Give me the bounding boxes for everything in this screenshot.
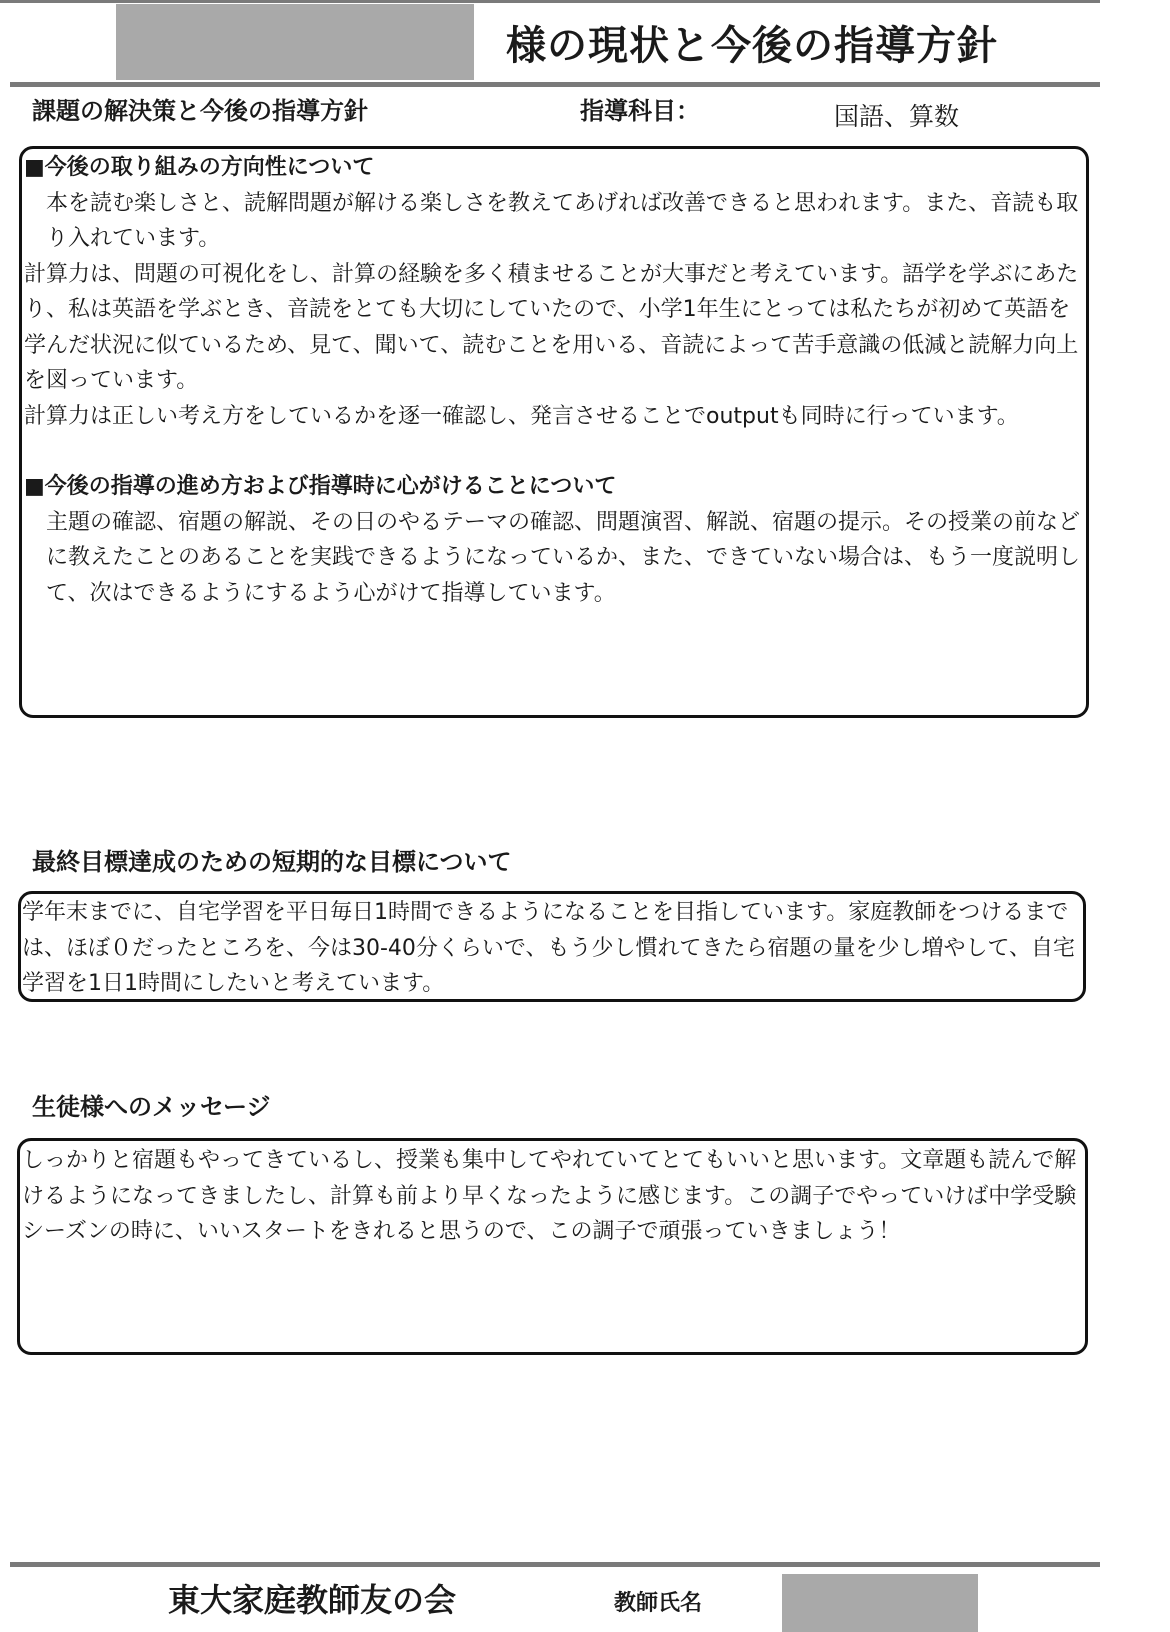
teacher-name-redaction — [782, 1574, 978, 1632]
teacher-name-label: 教師氏名 — [614, 1591, 703, 1616]
footer-rule — [10, 1562, 1100, 1567]
header-rule — [10, 82, 1100, 87]
direction-paragraph-2: 計算力は、問題の可視化をし、計算の経験を多く積ませることが大事だと考えています。語学を学ぶにあたり、私は英語を学ぶとき、音読をとても大切にしていたので、小学1年生にとっては私たちが初めて英語を学んだ状況に似ているため、見て、聞いて、読むことを用いる、音読によって苦手意識の低減と読解力向上を図っています。 — [24, 261, 1079, 393]
method-heading: ■今後の指導の進め方および指導時に心がけることについて — [24, 474, 617, 499]
short-term-goal-text: 学年末までに、自宅学習を平日毎日1時間できるようになることを目指しています。家庭教師をつけるまでは、ほぼ０だったところを、今は30-40分くらいで、もう少し慣れてきたら宿題の量を少し増やして、自宅学習を1日1時間にしたいと考えています。 — [22, 900, 1076, 996]
top-rule — [0, 0, 1100, 3]
student-name-redaction — [116, 4, 474, 80]
direction-paragraph-1: 本を読む楽しさと、読解問題が解ける楽しさを教えてあげれば改善できると思われます。また、音読も取り入れています。 — [46, 190, 1079, 251]
subject-value: 国語、算数 — [834, 102, 960, 131]
method-paragraph: 主題の確認、宿題の解説、その日のやるテーマの確認、問題演習、解説、宿題の提示。その授業の前などに教えたことのあることを実践できるようになっているか、また、できていない場合は、もう一度説明して、次はできるようにするよう心がけて指導しています。 — [46, 509, 1081, 606]
subheader-title: 課題の解決策と今後の指導方針 — [32, 97, 368, 125]
policy-box-content — [24, 150, 1082, 611]
page-title: 様の現状と今後の指導方針 — [506, 23, 998, 69]
subject-label: 指導科目： — [580, 97, 700, 125]
direction-heading: ■今後の取り組みの方向性について — [24, 155, 375, 180]
message-heading: 生徒様へのメッセージ — [32, 1093, 271, 1121]
organization-name: 東大家庭教師友の会 — [168, 1581, 457, 1619]
message-text: しっかりと宿題もやってきているし、授業も集中してやれていてとてもいいと思います。文章題も読んで解けるようになってきましたし、計算も前より早くなったように感じます。この調子でやっていけば中学受験シーズンの時に、いいスタートをきれると思うので、この調子で頑張っていきましょう！ — [22, 1148, 1077, 1244]
direction-paragraph-3: 計算力は正しい考え方をしているかを逐一確認し、発言させることでoutputも同時に行っています。 — [24, 403, 1019, 429]
short-term-goal-heading: 最終目標達成のための短期的な目標について — [32, 848, 512, 876]
